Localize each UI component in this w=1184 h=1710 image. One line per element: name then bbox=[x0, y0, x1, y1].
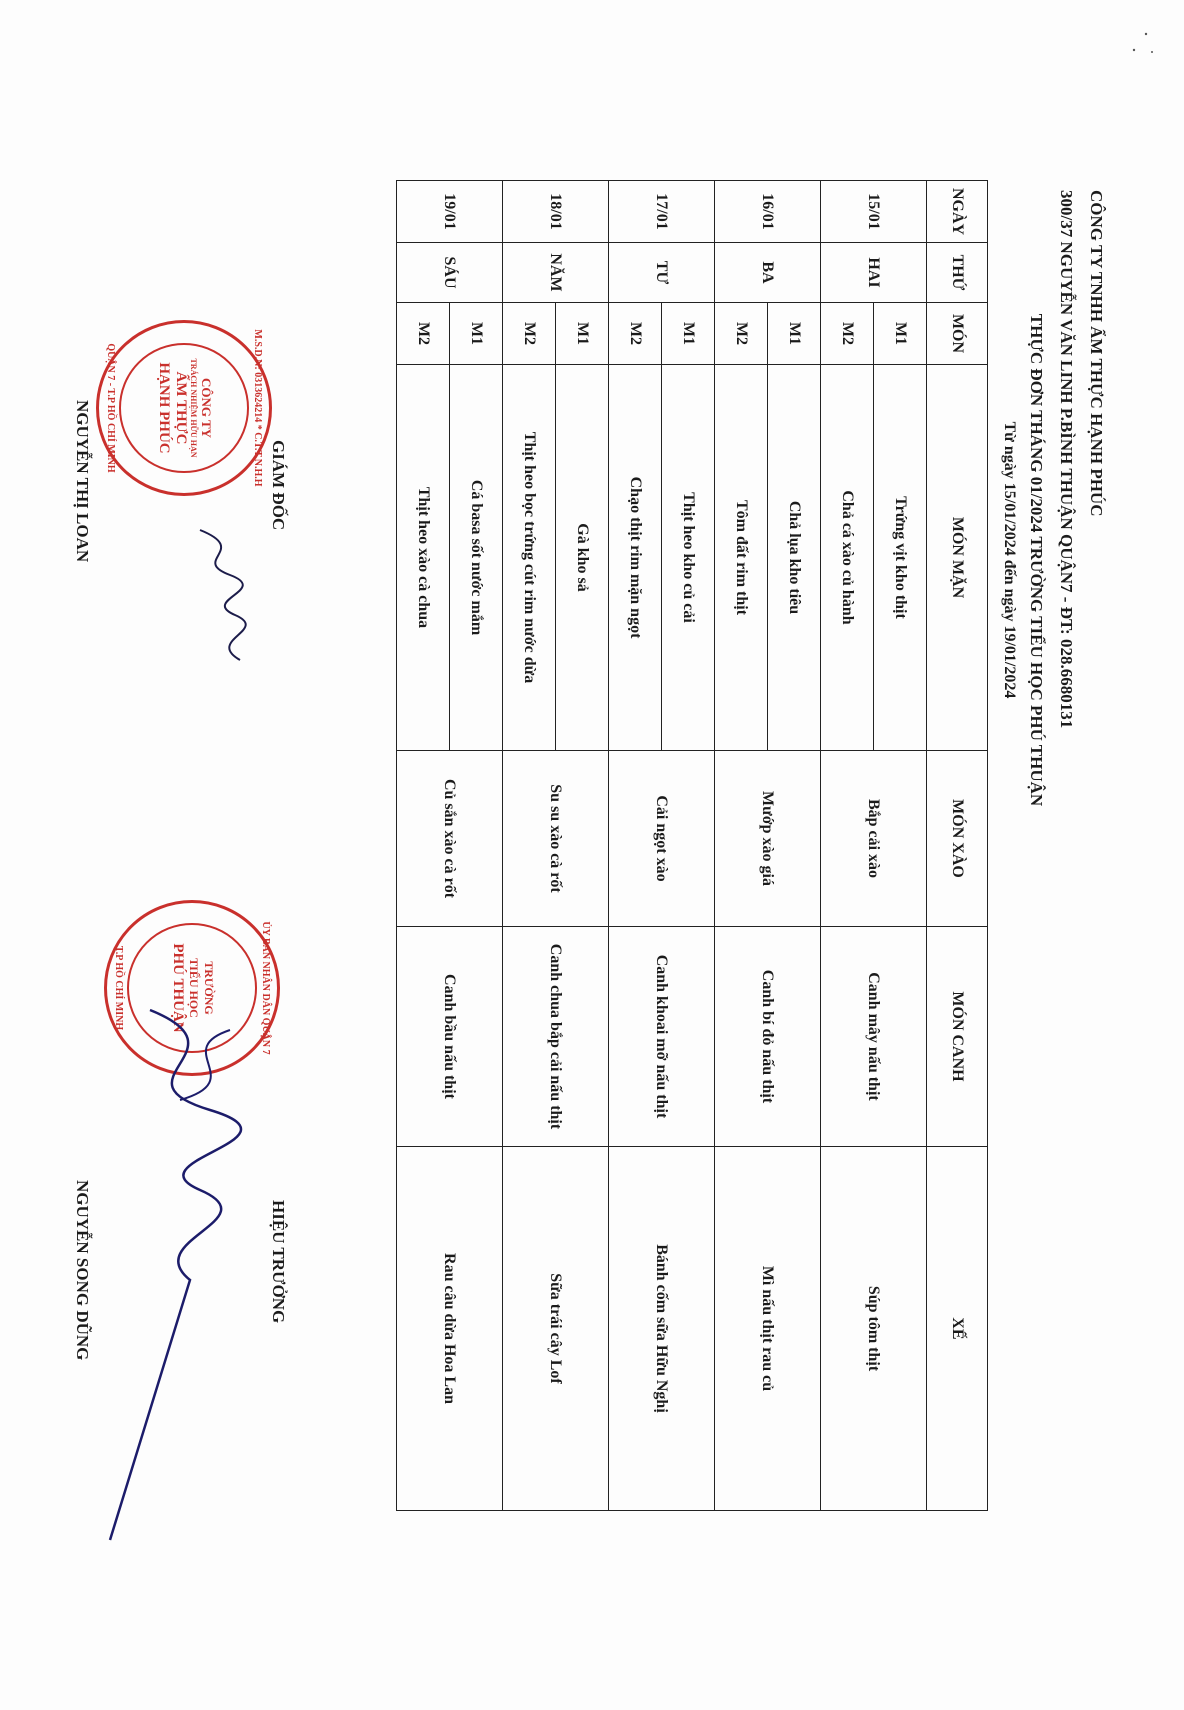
school-stamp-ring-bottom: T.P HỒ CHÍ MINH bbox=[113, 945, 124, 1031]
main-dish-m2: Chả cá xào củ hành bbox=[821, 365, 874, 751]
table-row bbox=[450, 181, 503, 1511]
scan-marks bbox=[1126, 28, 1166, 68]
col-header-weekday: THỨ bbox=[927, 243, 988, 303]
date-cell: 17/01 bbox=[609, 181, 715, 243]
dish-label-m2: M2 bbox=[503, 303, 556, 365]
dish-label-m2: M2 bbox=[609, 303, 662, 365]
soup-cell: Canh bầu nấu thịt bbox=[397, 927, 503, 1147]
director-name: NGUYỄN THỊ LOAN bbox=[73, 400, 92, 563]
stir-fry-cell: Cải ngọt xào bbox=[609, 751, 715, 927]
weekday-cell: SÁU bbox=[397, 243, 503, 303]
table-header-row bbox=[927, 181, 988, 1511]
date-range: Từ ngày 15/01/2024 đến ngày 19/01/2024 bbox=[1001, 421, 1018, 699]
dish-label-m2: M2 bbox=[397, 303, 450, 365]
main-dish-m1: Chả lụa kho tiêu bbox=[768, 365, 821, 751]
dish-label-m1: M1 bbox=[662, 303, 715, 365]
col-header-stir-fry: MÓN XÀO bbox=[927, 751, 988, 927]
company-stamp-ring-bottom: QUẬN 7 - T.P HỒ CHÍ MINH bbox=[105, 343, 116, 473]
main-dish-m1: Trứng vịt kho thịt bbox=[874, 365, 927, 751]
table-row bbox=[768, 181, 821, 1511]
school-stamp-ring-top: ỦY BAN NHÂN DÂN QUẬN 7 bbox=[260, 921, 271, 1055]
school-stamp-line3: PHÚ THUẬN bbox=[169, 943, 186, 1033]
company-stamp-ring-top: M.S.D.N: 0313624214 * C.T.T.N.H.H bbox=[252, 329, 263, 487]
snack-cell: Mì nấu thịt rau củ bbox=[715, 1147, 821, 1511]
snack-cell: Sữa trái cây Lof bbox=[503, 1147, 609, 1511]
date-cell: 18/01 bbox=[503, 181, 609, 243]
principal-name: NGUYỄN SONG DŨNG bbox=[73, 1180, 92, 1361]
school-stamp-line1: TRƯỜNG bbox=[201, 961, 216, 1015]
company-stamp bbox=[96, 320, 272, 496]
dish-label-m1: M1 bbox=[450, 303, 503, 365]
director-signature bbox=[180, 520, 260, 670]
main-dish-m2: Thịt heo xào cà chua bbox=[397, 365, 450, 751]
col-header-date: NGÀY bbox=[927, 181, 988, 243]
col-header-soup: MÓN CANH bbox=[927, 927, 988, 1147]
principal-signature bbox=[70, 990, 270, 1550]
table-row bbox=[556, 181, 609, 1511]
main-dish-m1: Cá basa sốt nước mắm bbox=[450, 365, 503, 751]
soup-cell: Canh mây nấu thịt bbox=[821, 927, 927, 1147]
snack-cell: Súp tôm thịt bbox=[821, 1147, 927, 1511]
company-stamp-line2: TRÁCH NHIỆM HỮU HẠN bbox=[188, 358, 198, 458]
table-row bbox=[662, 181, 715, 1511]
date-cell: 15/01 bbox=[821, 181, 927, 243]
dish-label-m2: M2 bbox=[715, 303, 768, 365]
main-dish-m1: Thịt heo kho củ cải bbox=[662, 365, 715, 751]
dish-label-m1: M1 bbox=[768, 303, 821, 365]
company-stamp-line4: HẠNH PHÚC bbox=[155, 362, 172, 454]
company-name: CÔNG TY TNHH ẨM THỰC HẠNH PHÚC bbox=[1087, 190, 1106, 517]
dish-label-m1: M1 bbox=[556, 303, 609, 365]
main-dish-m2: Chạo thịt rim mặn ngọt bbox=[609, 365, 662, 751]
stir-fry-cell: Củ sắn xào cà rốt bbox=[397, 751, 503, 927]
soup-cell: Canh khoai mỡ nấu thịt bbox=[609, 927, 715, 1147]
stir-fry-cell: Bắp cải xào bbox=[821, 751, 927, 927]
soup-cell: Canh chua bắp cải nấu thịt bbox=[503, 927, 609, 1147]
weekday-cell: HAI bbox=[821, 243, 927, 303]
main-dish-m2: Thịt heo bọc trứng cút rim nước dừa bbox=[503, 365, 556, 751]
col-header-main-dish: MÓN MẶN bbox=[927, 365, 988, 751]
weekday-cell: NĂM bbox=[503, 243, 609, 303]
col-header-dish-no: MÓN bbox=[927, 303, 988, 365]
table-row bbox=[874, 181, 927, 1511]
col-header-snack: XẾ bbox=[927, 1147, 988, 1511]
stir-fry-cell: Su su xào cà rốt bbox=[503, 751, 609, 927]
director-title: GIÁM ĐỐC bbox=[269, 440, 288, 531]
company-stamp-line1: CÔNG TY bbox=[198, 377, 214, 439]
main-dish-m2: Tôm đất rim thịt bbox=[715, 365, 768, 751]
dish-label-m1: M1 bbox=[874, 303, 927, 365]
stir-fry-cell: Mướp xào giá bbox=[715, 751, 821, 927]
main-dish-m1: Gà kho sả bbox=[556, 365, 609, 751]
menu-table bbox=[396, 180, 988, 1511]
snack-cell: Rau câu dừa Hoa Lan bbox=[397, 1147, 503, 1511]
company-stamp-inner bbox=[119, 343, 249, 473]
rotated-document bbox=[0, 160, 1110, 1680]
weekday-cell: TƯ bbox=[609, 243, 715, 303]
company-address: 300/37 NGUYỄN VĂN LINH P.BÌNH THUẬN QUẬN7 - ĐT: 028.6680131 bbox=[1057, 190, 1076, 729]
soup-cell: Canh bí đỏ nấu thịt bbox=[715, 927, 821, 1147]
school-stamp-line2: TIỂU HỌC bbox=[186, 958, 201, 1018]
weekday-cell: BA bbox=[715, 243, 821, 303]
dish-label-m2: M2 bbox=[821, 303, 874, 365]
menu-title: THỰC ĐƠN THÁNG 01/2024 TRƯỜNG TIỂU HỌC PHÚ THUẬN bbox=[1027, 313, 1046, 807]
date-cell: 16/01 bbox=[715, 181, 821, 243]
snack-cell: Bánh cốm sữa Hữu Nghị bbox=[609, 1147, 715, 1511]
principal-title: HIỆU TRƯỞNG bbox=[269, 1200, 288, 1324]
date-cell: 19/01 bbox=[397, 181, 503, 243]
company-stamp-line3: ẨM THỰC bbox=[172, 371, 189, 445]
